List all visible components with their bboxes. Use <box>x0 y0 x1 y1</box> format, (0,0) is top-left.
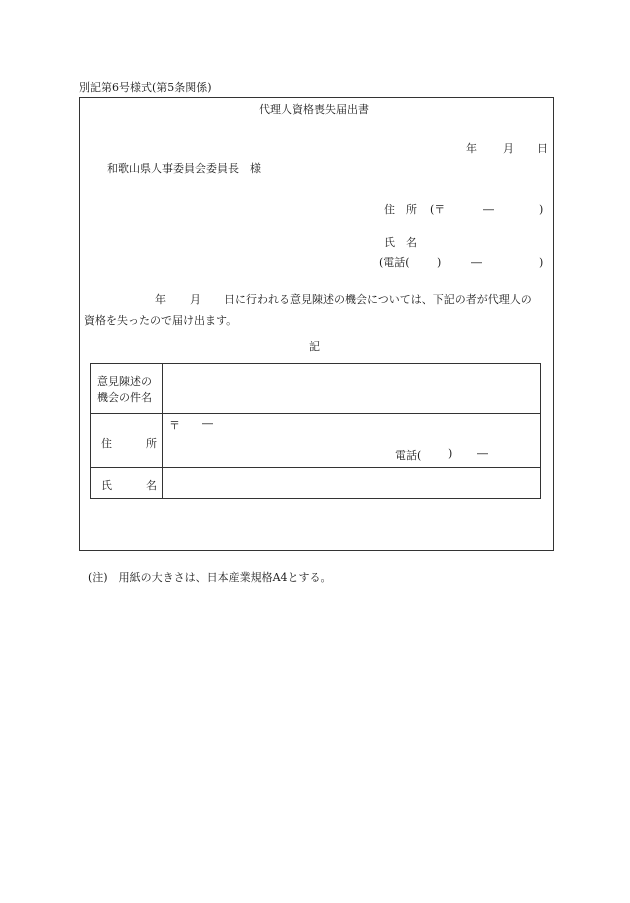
table-postal-mark: 〒 <box>169 419 180 432</box>
table-address-label-b: 所 <box>146 437 157 450</box>
applicant-phone-mid: ) <box>437 256 442 269</box>
applicant-phone-label: (電話( <box>379 256 410 269</box>
table-row-divider <box>91 467 540 468</box>
date-month: 月 <box>503 142 514 155</box>
table-phone-label: 電話( <box>395 449 422 462</box>
applicant-postal-dash: ― <box>483 203 494 216</box>
applicant-phone-dash: ― <box>471 256 482 269</box>
applicant-address-label: 住 所 <box>384 203 417 216</box>
table-column-divider <box>162 364 163 498</box>
body-year: 年 <box>155 293 166 306</box>
table-address-label-a: 住 <box>101 437 112 450</box>
body-month: 月 <box>190 293 201 306</box>
applicant-name-label: 氏 名 <box>384 236 417 249</box>
table-row-divider <box>91 413 540 414</box>
applicant-postal-close: ) <box>539 203 544 216</box>
date-year: 年 <box>466 142 477 155</box>
applicant-phone-close: ) <box>539 256 544 269</box>
ki-heading: 記 <box>309 340 320 353</box>
subject-label-line1: 意見陳述の <box>97 375 152 388</box>
form-title: 代理人資格喪失届出書 <box>259 103 369 116</box>
table-name-label-b: 名 <box>146 479 157 492</box>
table-name-label-a: 氏 <box>101 479 112 492</box>
form-number-note: 別記第6号様式(第5条関係) <box>79 81 212 94</box>
table-row-subject <box>97 374 152 406</box>
applicant-postal-open: (〒 <box>430 203 446 216</box>
subject-label-line2: 機会の件名 <box>97 391 152 404</box>
date-day: 日 <box>537 142 548 155</box>
table-phone-mid: ) <box>448 447 453 460</box>
table-postal-dash: ― <box>202 417 213 430</box>
addressee: 和歌山県人事委員会委員長 様 <box>107 162 261 175</box>
record-table <box>90 363 541 499</box>
table-phone-dash: ― <box>477 447 488 460</box>
body-line2: 資格を失ったので届け出ます。 <box>84 314 238 327</box>
footnote: (注) 用紙の大きさは、日本産業規格A4とする。 <box>88 571 332 584</box>
body-line1: 日に行われる意見陳述の機会については、下記の者が代理人の <box>224 293 532 306</box>
